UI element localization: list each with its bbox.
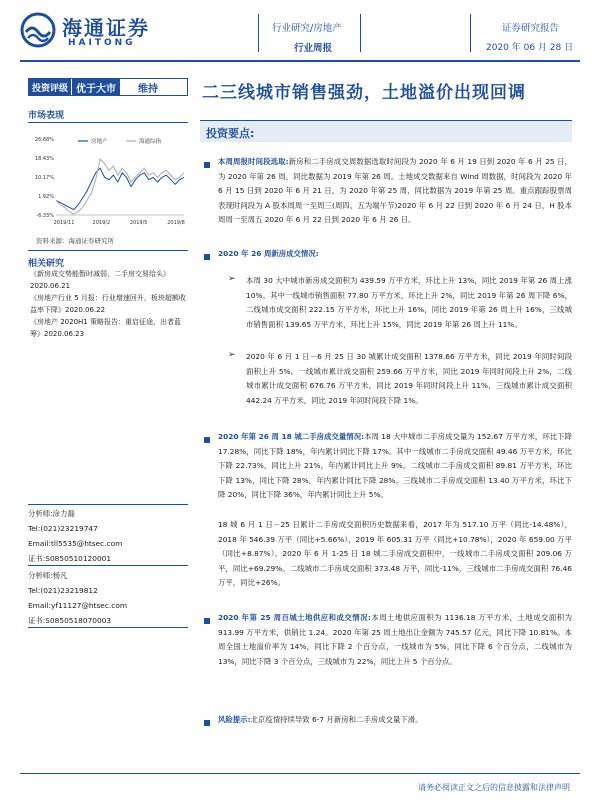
bullet-icon: [204, 254, 210, 260]
investment-rating: [28, 78, 188, 96]
bullet-icon: [204, 720, 210, 726]
section-rule: [28, 565, 188, 566]
related-research-list: [30, 268, 188, 340]
market-heading: 市场表现: [28, 111, 65, 121]
haitong-logo-icon: [20, 12, 56, 48]
x-tick-label: 2019/8: [167, 220, 185, 226]
series-line: [56, 159, 184, 214]
footer-rule: [20, 773, 580, 774]
section-rule: [28, 122, 188, 123]
arrow-bullet-icon: ➢: [228, 274, 236, 284]
section-lead: 2020 年第 26 周 18 城二手房成交量情况:: [218, 432, 365, 441]
section-rule: [28, 627, 188, 628]
header-divider: [360, 14, 361, 52]
analyst-tel: Tel:(021)23219747: [28, 524, 98, 533]
new-homes-weekly: 本周 30 大中城市新房成交面积为 439.59 万平方米，环比上升 13%，同比 2019 年第 26 周上涨 10%。其中一线城市销售面积 77.80 万平方米，环比上升 2%，同比 2019 年第 26 周下降 6%，二线城市成交面积 222.15 万平方米，环比上升 16%，同比 2019 年第 26 周上升 16%，三线城市销售面积 139.65 万平方米，环比上升 15%，同比 2019 年第 26 周上升 11%。: [246, 276, 572, 329]
report-label: 证券研究报告: [502, 23, 560, 34]
legend-label: 海通综指: [139, 139, 162, 145]
key-points-heading: 投资要点:: [206, 127, 255, 140]
section-rule: [28, 250, 188, 251]
section-risk: [218, 713, 572, 728]
section-lead: 本周周报时间段选取:: [218, 157, 289, 166]
page-title: 二三线城市销售强劲，土地溢价出现回调: [202, 83, 526, 103]
section-time-period: [218, 155, 572, 228]
section-text: 本周土地供应面积为 1136.18 万平方米，土地成交面积为 913.99 万平方米，供销比 1.24。2020 年第 25 周土地出让金额为 745.57 亿元，同比下降 10.81%。本周全国土地溢价率为 14%，同比下降 2 个百分点，一线城市为 5%，同比下降 6 个百分点，二线城市为 13%，同比下降 3 个百分点，三线城市为 22%，同比上升 5 个百分点。: [218, 613, 572, 666]
key-points-bar: [200, 120, 572, 142]
analyst-tel: Tel:(021)23219812: [28, 586, 98, 595]
y-tick-label: -6.33%: [36, 213, 54, 219]
section-land: [218, 611, 572, 669]
series-line: [56, 168, 184, 209]
analyst-email[interactable]: Email:tll5535@htsec.com: [28, 539, 123, 548]
legend-label: 房地产: [91, 139, 108, 145]
x-tick-label: 2019/11: [53, 220, 75, 226]
y-tick-label: 10.17%: [34, 175, 54, 181]
rating-value: 优于大市: [71, 79, 120, 95]
section-text: 本周 18 大中城市二手房成交量为 152.67 万平方米，环比下降 17.28%，同比下降 18%，年内累计同比下降 17%。其中一线城市二手房成交面积 49.46 万平方米，环比下降 22.73%，同比上升 21%，年内累计同比上升 9%。二线城市二手房成交面积 89.81 万平方米，环比下降 13%，同比下降 28%，年内累计同比下降 28%。三线城市二手房成交面积 13.40 万平方米，环比下降 20%，同比下降 36%，年内累计同比上升 5%。: [218, 432, 572, 500]
y-tick-label: 26.68%: [34, 137, 54, 143]
y-tick-label: 1.92%: [38, 194, 54, 200]
section-lead: 2020 年第 25 周百城土地供应和成交情况:: [218, 613, 371, 622]
arrow-bullet-icon: ➢: [228, 350, 236, 360]
analyst-name: 分析师:杨凡: [28, 571, 68, 580]
section-second-hand: [218, 430, 572, 503]
new-homes-cumulative: 2020 年 6 月 1 日－6 月 25 日 30 城累计成交面积 1378.66 万平方米，同比 2019 年同时间段面积上升 5%。一线城市累计成交面积 259.66 万平方米，同比 2019 年同时间段上升 2%，二线城市累计成交面积 676.76 万平方米，同比 2019 年同时间段上升 11%，三线城市累计成交面积 442.24 万平方米，同比 2019 年同时间段下降 1%。: [246, 352, 572, 405]
logo-text-cn: 海通证券: [62, 16, 150, 40]
analyst-card: [28, 506, 122, 566]
analyst-card: [28, 568, 127, 628]
analyst-cert: 证书:S0850518070003: [28, 616, 112, 625]
header-divider: [258, 14, 259, 52]
section-text: 新房和二手房成交周数据选取时间段为 2020 年 6 月 19 日到 2020 年 6 月 25 日，为 2020 年第 26 周，同比数据为 2019 年第 26 周。土地成交数据来自 Wind 周数据，时间段为 2020 年 6 月 15 日到 2020 年 6 月 21 日，为 2020 年第 25 周，同比数据为 2019 年第 25 周。重点跟踪股票周表现时间段为 A 股本周周一至周三(周四、五为端午节)2020 年 6 月 22 日到 2020 年 6 月 24 日，H 股本周周一至周五 2020 年 6 月 22 日到 2020 年 6 月 26 日。: [218, 157, 572, 225]
second-hand-history: 18 城 6 月 1 日－25 日累计二手房成交面积历史数据来看，2017 年为 517.10 万平（同比-14.48%），2018 年 546.39 万平（同比+5.66%），2019 年 605.31 万平（同比+10.78%），2020 年 659.00 万平（同比+8.87%）。2020 年 6 月 1-25 日 18 城二手房成交面积中，一线城市二手房成交面积 209.06 万平，同比+69.29%。二线城市二手房成交面积 373.48 万平，同比-11%，三线城市二手房成交面积 76.46 万平，同比+26%。: [218, 520, 572, 588]
section-lead: 2020 年 26 周新房成交情况:: [218, 249, 319, 258]
report-type: 行业周报: [294, 43, 333, 54]
logo-text-en: HAITONG: [68, 38, 136, 48]
report-category: 行业研究/房地产: [272, 23, 342, 34]
analyst-cert: 证书:S0850510120001: [28, 554, 112, 563]
bullet-icon: [204, 437, 210, 443]
rating-status: 维持: [138, 84, 159, 95]
section-lead: 风险提示:: [218, 715, 251, 724]
related-heading: 相关研究: [28, 259, 65, 269]
chart-source: 资料来源：海通证券研究所: [36, 237, 114, 245]
analyst-name: 分析师:涂力磊: [28, 509, 75, 518]
header-divider: [470, 14, 471, 52]
related-item[interactable]: 《新房成交势能暂时减弱，二手房交易给头》2020.06.21: [30, 270, 170, 290]
x-tick-label: 2019/2: [92, 220, 111, 226]
section-text: 北京疫情持续导致 6-7 月新房和二手房成交量下滑。: [250, 715, 423, 724]
bullet-icon: [204, 162, 210, 168]
section-new-homes: [218, 247, 572, 262]
footer-disclaimer: 请务必阅读正文之后的信息披露和法律声明: [418, 783, 570, 792]
related-item[interactable]: 《房地产行业 5 月报：行业增速回升，板块超额收益率下降》2020.06.22: [30, 294, 186, 314]
analyst-email[interactable]: Email:yf11127@htsec.com: [28, 601, 128, 610]
report-date: 2020 年 06 月 28 日: [486, 43, 574, 53]
company-logo: [20, 12, 180, 50]
x-tick-label: 2019/5: [129, 220, 148, 226]
bullet-icon: [204, 618, 210, 624]
rating-label: 投资评级: [29, 79, 71, 95]
y-tick-label: 18.43%: [34, 156, 54, 162]
header-rule: [20, 60, 580, 62]
section-rule: [28, 504, 188, 505]
related-item[interactable]: 《房地产 2020H1 策略报告：重启征途，出者蓝筹》2020.06.23: [30, 318, 181, 338]
market-performance-chart: [28, 133, 188, 233]
